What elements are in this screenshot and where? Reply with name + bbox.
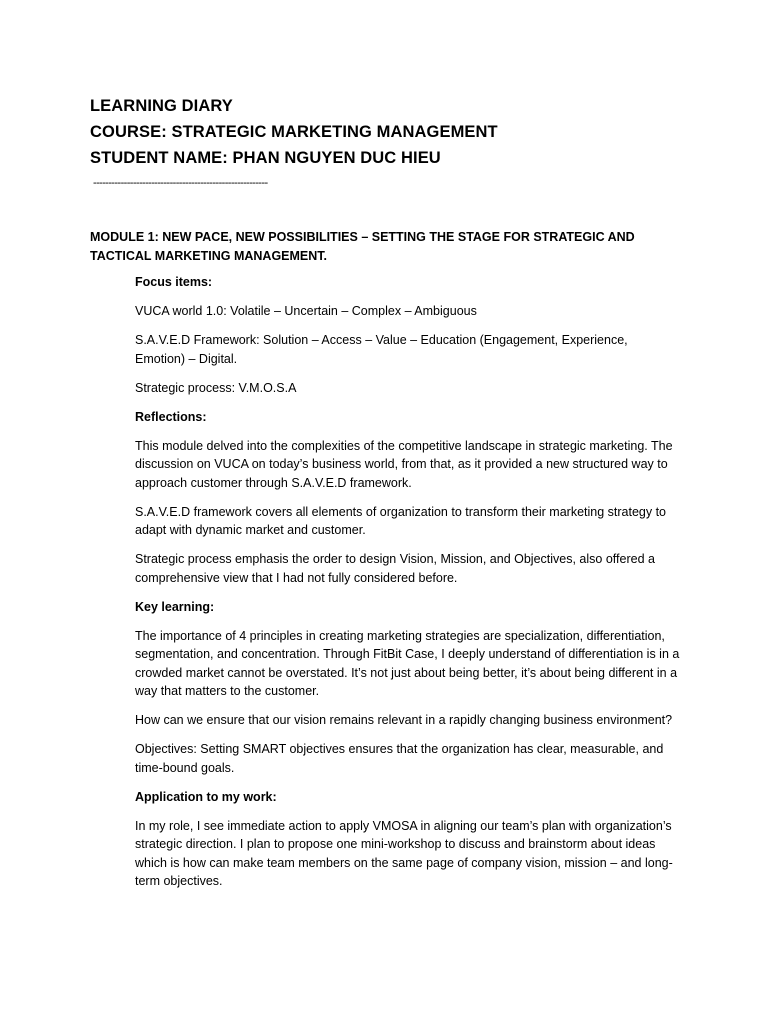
focus-items-heading: Focus items:: [135, 275, 213, 289]
separator-line: ---------------------------------------------------------: [93, 177, 268, 189]
application-paragraph: In my role, I see immediate action to apply VMOSA in aligning our team’s plan with organization’s strategic direction. I plan to propose one mini-workshop to discuss and brainstorm about ideas which is how can make team members on the same page of company vision, mission – and long-term objectives.: [135, 818, 673, 888]
module-body: [135, 273, 680, 901]
application-heading: Application to my work:: [135, 789, 277, 804]
diary-title: LEARNING DIARY: [90, 97, 233, 115]
key-learning-paragraph: The importance of 4 principles in creating marketing strategies are specialization, differentiation, segmentation, and concentration. Through FitBit Case, I deeply understand of differentiation is in a crowded market cannot be overstated. It’s not just about being better, it’s about being different in a way that matters to the customer.: [135, 628, 680, 698]
focus-item: S.A.V.E.D Framework: Solution – Access – Value – Education (Engagement, Experience, Emotion) – Digital.: [135, 333, 628, 366]
reflection-paragraph: This module delved into the complexities of the competitive landscape in strategic marketing. The discussion on VUCA on today’s business world, from that, as it provided a new structured way to approach customer through S.A.V.E.D framework.: [135, 438, 673, 490]
module-title: MODULE 1: NEW PACE, NEW POSSIBILITIES – SETTING THE STAGE FOR STRATEGIC AND TACTICAL MARKETING MANAGEMENT.: [90, 230, 635, 263]
document-header: [90, 93, 690, 171]
course-title: COURSE: STRATEGIC MARKETING MANAGEMENT: [90, 123, 498, 141]
reflection-paragraph: Strategic process emphasis the order to design Vision, Mission, and Objectives, also offered a comprehensive view that I had not fully considered before.: [135, 552, 655, 585]
focus-item: VUCA world 1.0: Volatile – Uncertain – Complex – Ambiguous: [135, 304, 477, 318]
reflections-heading: Reflections:: [135, 409, 207, 424]
key-learning-heading: Key learning:: [135, 599, 215, 614]
reflection-paragraph: S.A.V.E.D framework covers all elements of organization to transform their marketing strategy to adapt with dynamic market and customer.: [135, 504, 667, 537]
student-name: STUDENT NAME: PHAN NGUYEN DUC HIEU: [90, 149, 441, 167]
key-learning-paragraph: How can we ensure that our vision remains relevant in a rapidly changing business environment?: [135, 713, 673, 727]
key-learning-paragraph: Objectives: Setting SMART objectives ensures that the organization has clear, measurable, and time-bound goals.: [135, 742, 664, 775]
focus-item: Strategic process: V.M.O.S.A: [135, 380, 297, 395]
